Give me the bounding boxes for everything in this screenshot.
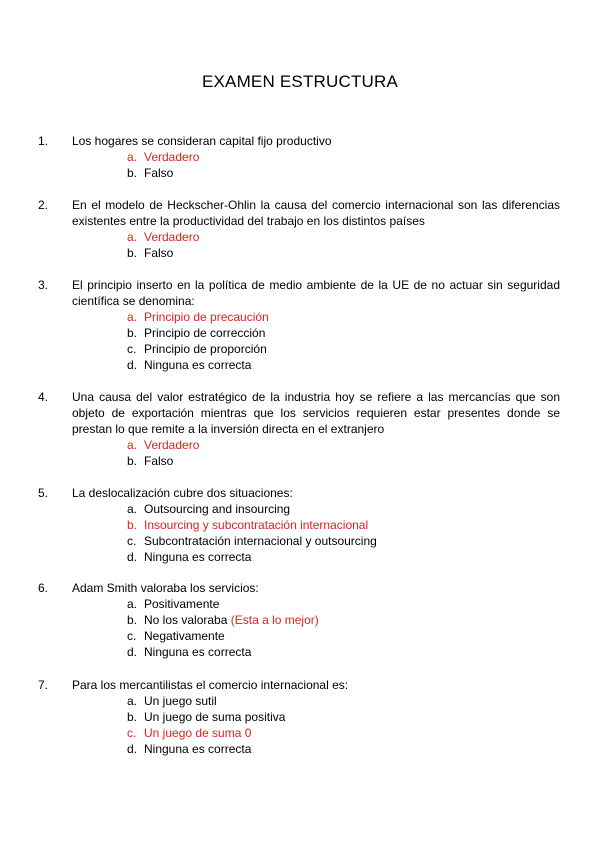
option-text: No los valoraba <box>144 613 228 627</box>
question-number: 2. <box>38 198 49 212</box>
option-letter: a. <box>127 597 138 611</box>
options-list <box>127 309 560 373</box>
answer-option <box>127 741 560 757</box>
answer-option <box>127 693 560 709</box>
answer-option <box>127 501 560 517</box>
option-text: Principio de proporción <box>144 342 267 356</box>
options-list <box>127 693 560 757</box>
question-4 <box>38 389 560 469</box>
answer-option <box>127 229 560 245</box>
question-text: En el modelo de Heckscher-Ohlin la causa del comercio internacional son las diferencias existentes entre la productividad del trabajo en los distintos países <box>72 198 560 228</box>
answer-option <box>127 309 560 325</box>
option-letter: b. <box>127 326 138 340</box>
options-list <box>127 437 560 469</box>
question-number: 3. <box>38 278 49 292</box>
option-text: Subcontratación internacional y outsourcing <box>144 534 377 548</box>
option-text: Ninguna es correcta <box>144 742 252 756</box>
option-text: Verdadero <box>144 150 200 164</box>
option-text: Insourcing y subcontratación internacional <box>144 518 369 532</box>
option-text: Falso <box>144 454 174 468</box>
answer-option <box>127 533 560 549</box>
answer-option <box>127 149 560 165</box>
question-text: La deslocalización cubre dos situaciones: <box>72 486 293 500</box>
question-number: 1. <box>38 134 49 148</box>
option-letter: d. <box>127 358 138 372</box>
option-text: Principio de corrección <box>144 326 266 340</box>
question-text: El principio inserto en la política de medio ambiente de la UE de no actuar sin seguridad científica se denomina: <box>72 278 560 308</box>
answer-option <box>127 725 560 741</box>
question-5 <box>38 485 560 565</box>
option-letter: b. <box>127 613 138 627</box>
page-title: EXAMEN ESTRUCTURA <box>201 72 399 91</box>
option-text: Un juego de suma positiva <box>144 710 286 724</box>
option-letter: a. <box>127 310 138 324</box>
answer-option <box>127 612 560 628</box>
question-number: 7. <box>38 678 49 692</box>
question-number: 6. <box>38 581 49 595</box>
option-text: Negativamente <box>144 629 225 643</box>
option-letter: c. <box>127 629 137 643</box>
option-text: Positivamente <box>144 597 220 611</box>
option-letter: b. <box>127 710 138 724</box>
question-text: Los hogares se consideran capital fijo productivo <box>72 134 332 148</box>
answer-option <box>127 709 560 725</box>
answer-option <box>127 245 560 261</box>
question-1 <box>38 133 560 181</box>
answer-option <box>127 165 560 181</box>
options-list <box>127 229 560 261</box>
option-letter: b. <box>127 454 138 468</box>
option-letter: b. <box>127 166 138 180</box>
answer-option <box>127 628 560 644</box>
answer-option <box>127 453 560 469</box>
answer-option <box>127 549 560 565</box>
option-letter: a. <box>127 230 138 244</box>
question-text: Adam Smith valoraba los servicios: <box>72 581 259 595</box>
question-6 <box>38 580 560 660</box>
question-text: Para los mercantilistas el comercio internacional es: <box>72 678 349 692</box>
option-text: Falso <box>144 166 174 180</box>
option-note: (Esta a lo mejor) <box>230 613 319 627</box>
question-2 <box>38 197 560 261</box>
option-letter: a. <box>127 502 138 516</box>
answer-option <box>127 357 560 373</box>
option-letter: c. <box>127 342 137 356</box>
option-text: Un juego sutil <box>144 694 217 708</box>
option-letter: d. <box>127 742 138 756</box>
answer-option <box>127 644 560 660</box>
question-3 <box>38 277 560 373</box>
options-list <box>127 501 560 565</box>
option-text: Ninguna es correcta <box>144 645 252 659</box>
answer-option <box>127 437 560 453</box>
option-letter: a. <box>127 438 138 452</box>
question-number: 5. <box>38 486 49 500</box>
answer-option <box>127 341 560 357</box>
option-text: Verdadero <box>144 438 200 452</box>
option-letter: b. <box>127 518 138 532</box>
option-letter: b. <box>127 246 138 260</box>
option-text: Verdadero <box>144 230 200 244</box>
answer-option <box>127 596 560 612</box>
option-letter: a. <box>127 150 138 164</box>
option-text: Falso <box>144 246 174 260</box>
answer-option <box>127 325 560 341</box>
option-text: Outsourcing and insourcing <box>144 502 291 516</box>
option-letter: c. <box>127 726 137 740</box>
question-text: Una causa del valor estratégico de la industria hoy se refiere a las mercancías que son objeto de exportación mientras que los servicios requieren estar presentes donde se prestan lo que remite a la inversión directa en el extranjero <box>72 390 560 436</box>
option-letter: d. <box>127 550 138 564</box>
option-text: Un juego de suma 0 <box>144 726 252 740</box>
options-list <box>127 149 560 181</box>
answer-option <box>127 517 560 533</box>
option-letter: a. <box>127 694 138 708</box>
option-text: Principio de precaución <box>144 310 269 324</box>
question-number: 4. <box>38 390 49 404</box>
option-letter: c. <box>127 534 137 548</box>
option-text: Ninguna es correcta <box>144 550 252 564</box>
option-text: Ninguna es correcta <box>144 358 252 372</box>
options-list <box>127 596 560 660</box>
question-7 <box>38 677 560 757</box>
option-letter: d. <box>127 645 138 659</box>
